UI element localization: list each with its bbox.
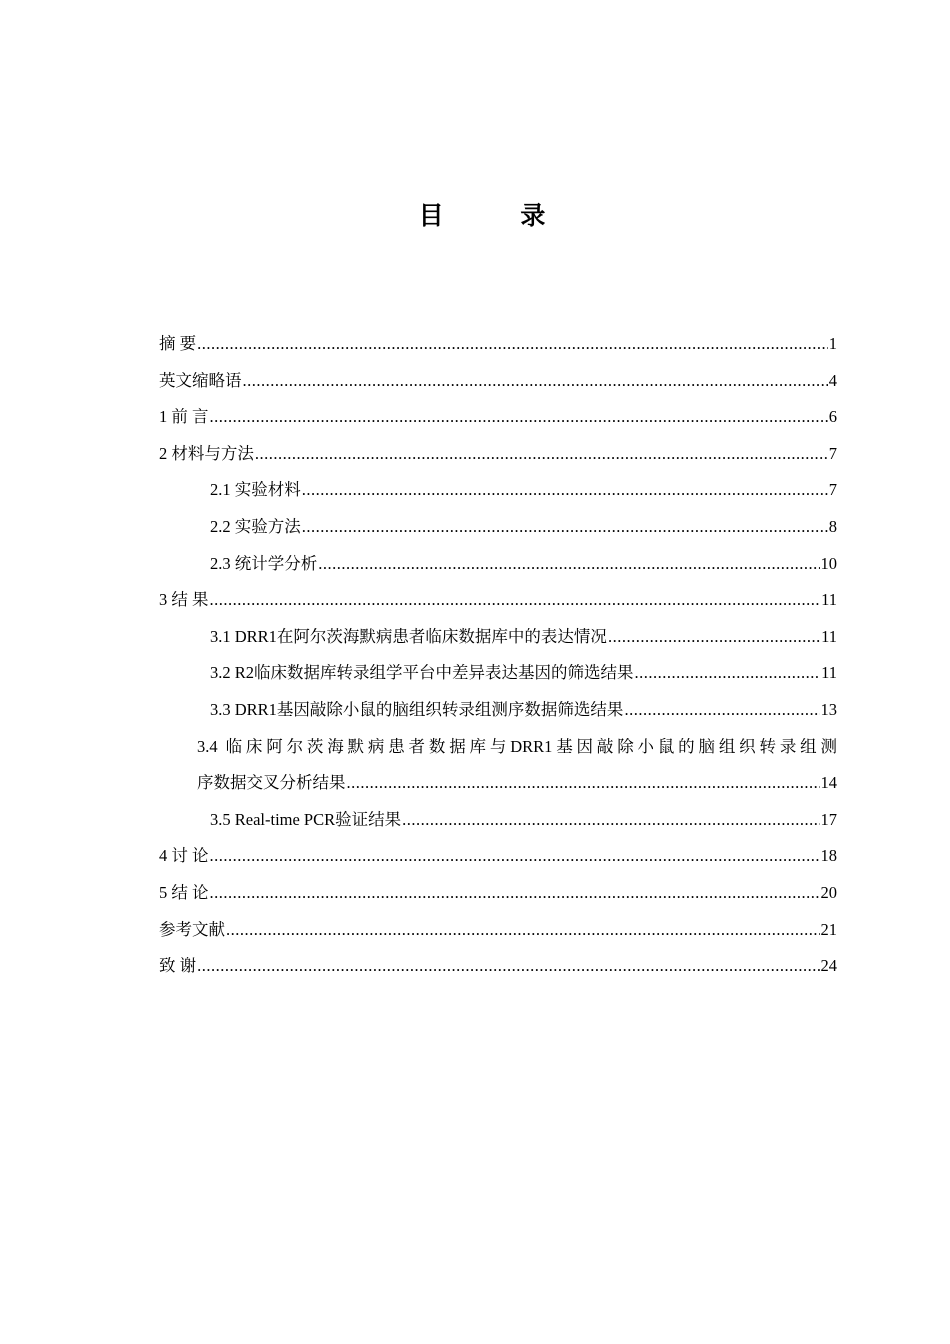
toc-entry-page: 17 — [820, 809, 837, 829]
toc-entry-label: 致 谢 — [159, 956, 197, 976]
dot-leader — [347, 765, 820, 802]
dot-leader — [302, 509, 828, 546]
toc-entry[interactable] — [159, 912, 837, 949]
dot-leader — [624, 692, 819, 729]
toc-title: 目 录 — [418, 201, 580, 230]
toc-entry-label: 英文缩略语 — [159, 370, 242, 390]
toc-entry-page: 13 — [820, 699, 837, 719]
toc-subentry[interactable] — [159, 655, 837, 692]
toc-entry-label: 3 结 果 — [159, 590, 209, 610]
toc-entry-page: 6 — [828, 407, 837, 427]
toc-entry-label: 3.2 R2临床数据库转录组学平台中差异表达基因的筛选结果 — [210, 663, 634, 683]
toc-entry-page: 11 — [821, 663, 837, 683]
toc-entry-page: 14 — [820, 773, 837, 793]
toc-entry[interactable] — [159, 838, 837, 875]
dot-leader — [210, 838, 820, 875]
toc-entry-page: 18 — [820, 846, 837, 866]
toc-entry[interactable] — [159, 948, 837, 985]
dot-leader — [226, 912, 820, 949]
toc-subentry[interactable] — [159, 802, 837, 839]
toc-entry[interactable] — [159, 582, 837, 619]
toc-entry-page: 4 — [828, 370, 837, 390]
toc-entry-page: 24 — [820, 956, 837, 976]
toc-entry-page: 7 — [828, 480, 837, 500]
toc-subentry[interactable] — [159, 509, 837, 546]
toc-subentry[interactable] — [159, 546, 837, 583]
dot-leader — [210, 875, 820, 912]
toc-subentry-line1[interactable] — [159, 729, 837, 766]
toc-entry-label: 3.4 临床阿尔茨海默病患者数据库与DRR1基因敲除小鼠的脑组织转录组测 — [197, 736, 837, 756]
toc-entry-label: 1 前 言 — [159, 407, 209, 427]
toc-entry-label: 3.5 Real-time PCR验证结果 — [210, 809, 402, 829]
toc-subentry[interactable] — [159, 619, 837, 656]
dot-leader — [302, 472, 828, 509]
dot-leader — [197, 948, 819, 985]
dot-leader — [635, 655, 821, 692]
dot-leader — [608, 619, 820, 656]
dot-leader — [243, 363, 828, 400]
toc-entry-label: 2.2 实验方法 — [210, 516, 301, 536]
toc-entry-page: 8 — [828, 516, 837, 536]
toc-entry-page: 11 — [821, 626, 837, 646]
toc-subentry[interactable] — [159, 472, 837, 509]
toc-entry-page: 11 — [821, 590, 837, 610]
toc-entry[interactable] — [159, 326, 837, 363]
toc-entry-label: 参考文献 — [159, 919, 225, 939]
dot-leader — [318, 546, 819, 583]
toc-entry-page: 20 — [820, 882, 837, 902]
toc-entry[interactable] — [159, 875, 837, 912]
toc-entry-page: 1 — [828, 334, 837, 353]
toc-entry-label: 摘 要 — [159, 334, 197, 353]
toc-entry-label: 2 材料与方法 — [159, 443, 254, 463]
dot-leader — [402, 802, 819, 839]
toc-entry-label: 3.1 DRR1在阿尔茨海默病患者临床数据库中的表达情况 — [210, 626, 607, 646]
toc-entry-label: 2.3 统计学分析 — [210, 553, 318, 573]
toc-entry-label: 3.3 DRR1基因敲除小鼠的脑组织转录组测序数据筛选结果 — [210, 699, 624, 719]
table-of-contents — [159, 326, 837, 985]
toc-entry[interactable] — [159, 399, 837, 436]
toc-entry-page: 10 — [820, 553, 837, 573]
toc-entry[interactable] — [159, 436, 837, 473]
dot-leader — [210, 582, 821, 619]
dot-leader — [210, 399, 828, 436]
toc-entry-page: 21 — [820, 919, 837, 939]
toc-subentry[interactable] — [159, 692, 837, 729]
dot-leader — [197, 326, 828, 363]
toc-entry-page: 7 — [828, 443, 837, 463]
toc-entry-label: 4 讨 论 — [159, 846, 209, 866]
toc-entry-label: 序数据交叉分析结果 — [197, 773, 346, 793]
toc-entry[interactable] — [159, 363, 837, 400]
dot-leader — [255, 436, 828, 473]
toc-entry-label: 5 结 论 — [159, 882, 209, 902]
toc-entry-label: 2.1 实验材料 — [210, 480, 301, 500]
toc-subentry-line2[interactable] — [159, 765, 837, 802]
